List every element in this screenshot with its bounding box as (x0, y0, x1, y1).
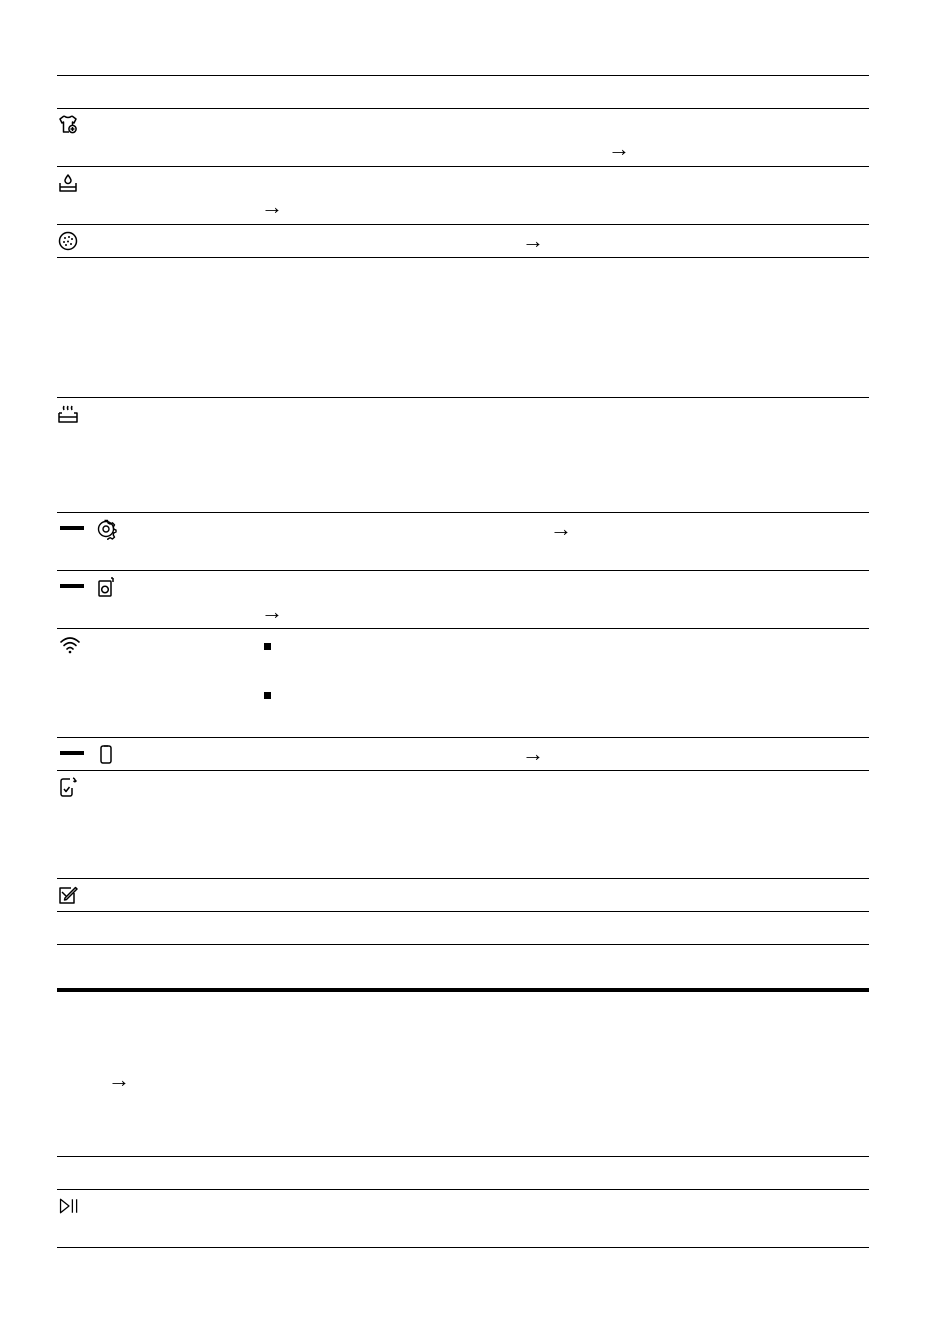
row-divider (57, 166, 869, 167)
minus-indicator (60, 526, 84, 530)
row-divider (57, 1156, 869, 1157)
edit-note-icon (57, 884, 79, 906)
arrow-icon: → (522, 228, 544, 253)
table-bottom-rule (57, 944, 869, 945)
steam-basin-icon (57, 403, 79, 425)
arrow-icon: → (608, 136, 630, 161)
drum-dots-icon (57, 230, 79, 252)
row-divider (57, 257, 869, 258)
wifi-icon (59, 634, 81, 656)
phone-icon (95, 743, 117, 765)
basin-drop-icon (57, 172, 79, 194)
arrow-icon: → (522, 741, 544, 766)
table-bottom-rule (57, 1247, 869, 1248)
table-top-rule (57, 75, 869, 76)
section-separator (57, 988, 869, 992)
arrow-icon: → (550, 516, 572, 541)
list-bullet (264, 643, 271, 650)
row-divider (57, 878, 869, 879)
shirt-plus-icon (57, 113, 79, 135)
row-divider (57, 737, 869, 738)
row-divider (57, 911, 869, 912)
row-divider (57, 397, 869, 398)
phone-sync-icon (57, 776, 79, 798)
arrow-icon: → (108, 1067, 130, 1092)
minus-indicator (60, 751, 84, 755)
row-divider (57, 224, 869, 225)
minus-indicator (60, 584, 84, 588)
row-divider (57, 512, 869, 513)
row-divider (57, 628, 869, 629)
row-divider (57, 108, 869, 109)
appliance-door-icon (95, 576, 117, 598)
list-bullet (264, 692, 271, 699)
gear-icon (95, 518, 117, 540)
play-pause-icon (58, 1195, 84, 1217)
row-divider (57, 570, 869, 571)
arrow-icon: → (261, 599, 283, 624)
arrow-icon: → (261, 194, 283, 219)
row-divider (57, 770, 869, 771)
row-divider (57, 1189, 869, 1190)
